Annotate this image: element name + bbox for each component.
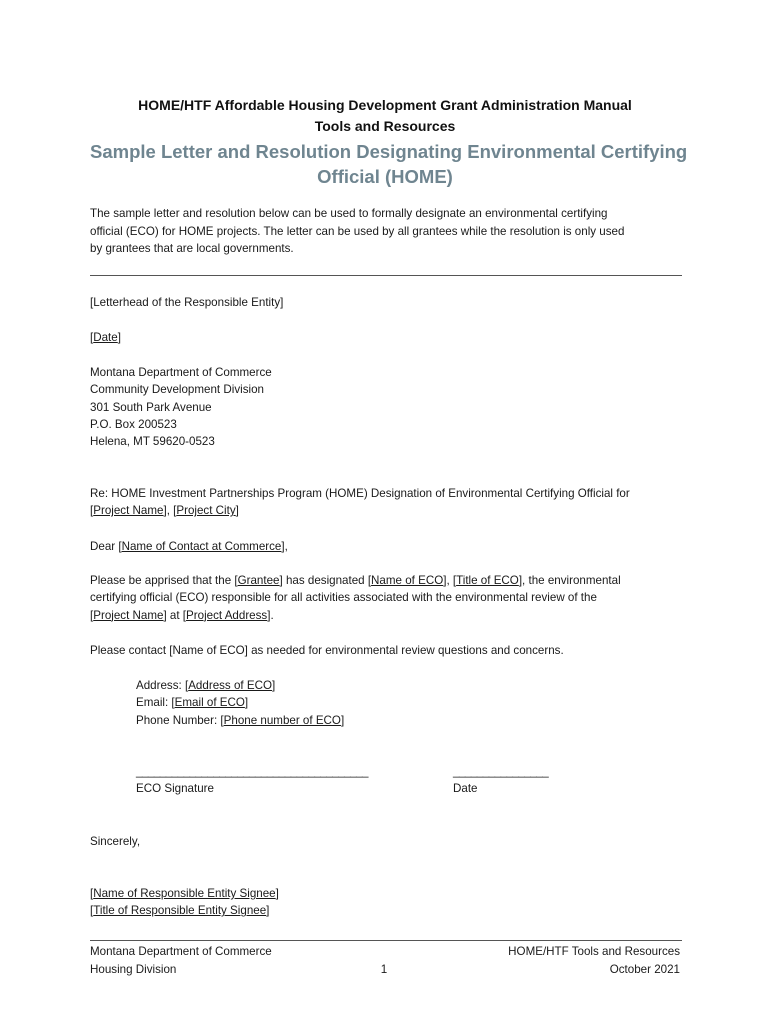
intro-paragraph bbox=[90, 205, 682, 258]
intro-line-2: official (ECO) for HOME projects. The letter can be used by all grantees while the resolution is only used bbox=[90, 224, 625, 238]
body1-text-5: ] at [ bbox=[163, 608, 187, 622]
subtitle-line-2: Official (HOME) bbox=[317, 166, 453, 187]
eco-address-label: Address: [ bbox=[136, 679, 189, 692]
footer-left bbox=[90, 943, 272, 978]
footer-divider bbox=[90, 940, 682, 941]
body1-line-1 bbox=[90, 572, 621, 589]
body-paragraph-1 bbox=[90, 572, 621, 624]
eco-name-placeholder: Name of ECO bbox=[371, 574, 444, 587]
page-number: 1 bbox=[380, 963, 388, 976]
address-line-1: Montana Department of Commerce bbox=[90, 366, 272, 379]
grantee-placeholder: Grantee bbox=[237, 574, 280, 587]
body-project-address: Project Address bbox=[186, 608, 268, 622]
eco-signature-label: ECO Signature bbox=[136, 782, 214, 795]
body1-line-2: certifying official (ECO) responsible for all activities associated with the environmental review of the bbox=[90, 591, 597, 605]
body1-text-1: Please be apprised that the [ bbox=[90, 574, 238, 587]
address-line-2: Community Development Division bbox=[90, 383, 264, 397]
address-line-3: 301 South Park Avenue bbox=[90, 400, 212, 414]
body1-line-3: [Project Name] at [Project Address]. bbox=[90, 608, 274, 622]
eco-address: Address: [Address of ECO] bbox=[136, 679, 276, 692]
date-placeholder: Date bbox=[93, 331, 118, 344]
body1-text-6: ]. bbox=[267, 608, 274, 622]
intro-line-3: by grantees that are local governments. bbox=[90, 242, 294, 255]
salutation-contact: Name of Contact at Commerce bbox=[121, 540, 282, 553]
document-title bbox=[90, 95, 680, 137]
date-signature-line: ________________ bbox=[453, 765, 549, 778]
eco-contact-block bbox=[136, 677, 344, 729]
closing: Sincerely, bbox=[90, 835, 141, 848]
date-signature-label: Date bbox=[453, 782, 478, 795]
eco-phone-label: Phone Number: [ bbox=[136, 713, 224, 727]
title-line-1: HOME/HTF Affordable Housing Development Grant Administration Manual bbox=[138, 97, 632, 113]
re-line bbox=[90, 485, 630, 520]
document-subtitle bbox=[90, 139, 688, 189]
eco-email: Email: [Email of ECO] bbox=[136, 696, 249, 710]
body1-text-3: ], [ bbox=[443, 574, 457, 587]
signee-name-placeholder: Name of Responsible Entity Signee bbox=[93, 887, 276, 900]
eco-email-value: Email of ECO bbox=[174, 696, 245, 710]
letterhead-placeholder: [Letterhead of the Responsible Entity] bbox=[90, 296, 284, 309]
eco-phone: Phone Number: [Phone number of ECO] bbox=[136, 713, 345, 727]
footer-right-line-1: HOME/HTF Tools and Resources bbox=[508, 945, 680, 958]
intro-line-1: The sample letter and resolution below can be used to formally designate an environmental certifying bbox=[90, 207, 608, 220]
re-line-2: [Project Name], [Project City] bbox=[90, 504, 239, 518]
salutation bbox=[90, 538, 288, 555]
re-line-1: Re: HOME Investment Partnerships Program (HOME) Designation of Environmental Certifying Official for bbox=[90, 487, 630, 500]
eco-email-label: Email: [ bbox=[136, 696, 175, 710]
body-project-name: Project Name bbox=[93, 608, 164, 622]
footer-left-line-2: Housing Division bbox=[90, 962, 177, 976]
body1-text-4: ], the environmental bbox=[518, 574, 621, 587]
re-project-name: Project Name bbox=[93, 504, 164, 518]
title-line-2: Tools and Resources bbox=[314, 118, 456, 134]
signee-name: [Name of Responsible Entity Signee] bbox=[90, 887, 279, 900]
eco-signature-line: _______________________________________ bbox=[136, 765, 368, 778]
re-project-city: Project City bbox=[176, 504, 236, 518]
recipient-address bbox=[90, 364, 272, 450]
eco-address-value: Address of ECO bbox=[188, 679, 272, 692]
address-line-4: P.O. Box 200523 bbox=[90, 417, 177, 431]
footer-left-line-1: Montana Department of Commerce bbox=[90, 945, 272, 958]
footer-right bbox=[430, 943, 680, 978]
footer-right-line-2: October 2021 bbox=[609, 962, 680, 976]
address-line-5: Helena, MT 59620-0523 bbox=[90, 435, 215, 449]
signee-title-placeholder: Title of Responsible Entity Signee bbox=[93, 904, 267, 918]
salutation-prefix: Dear [ bbox=[90, 540, 122, 553]
salutation-suffix: ], bbox=[281, 540, 288, 553]
eco-phone-value: Phone number of ECO bbox=[223, 713, 341, 727]
subtitle-line-1: Sample Letter and Resolution Designating Environmental Certifying bbox=[90, 141, 688, 162]
eco-title-placeholder: Title of ECO bbox=[456, 574, 519, 587]
body1-text-2: ] has designated [ bbox=[279, 574, 372, 587]
signee-title: [Title of Responsible Entity Signee] bbox=[90, 904, 270, 918]
signee-block bbox=[90, 885, 279, 920]
letter-date: [Date] bbox=[90, 331, 121, 344]
section-divider bbox=[90, 275, 682, 276]
body-paragraph-2: Please contact [Name of ECO] as needed for environmental review questions and concerns. bbox=[90, 644, 564, 657]
